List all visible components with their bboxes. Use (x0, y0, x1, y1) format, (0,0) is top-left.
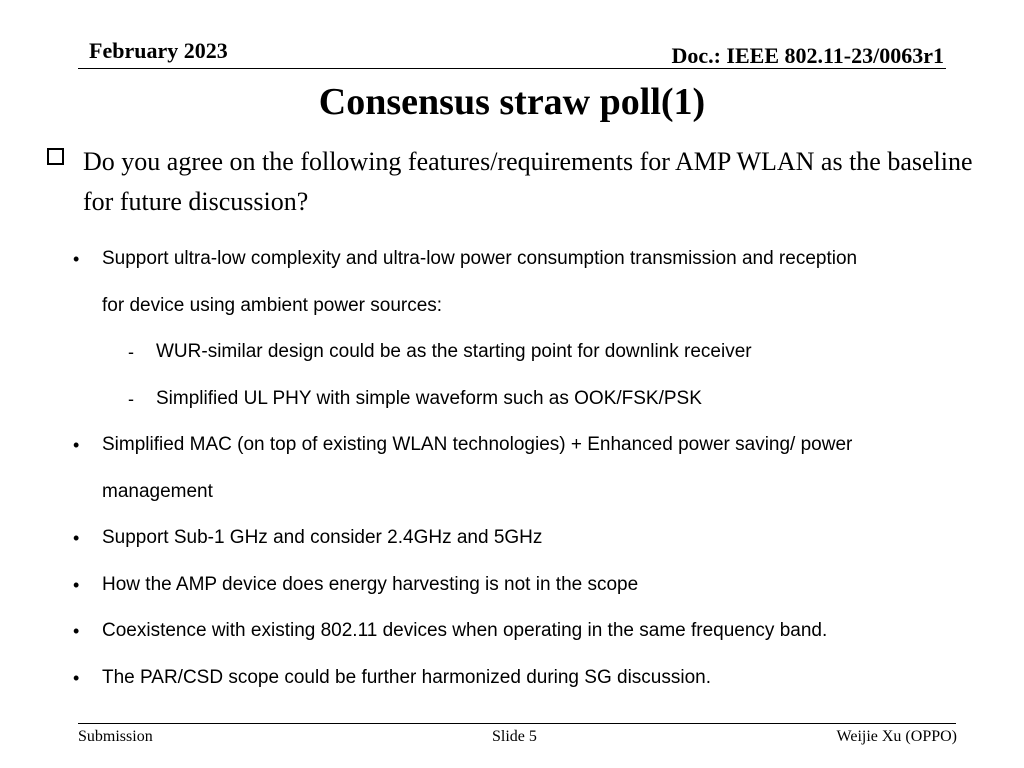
list-item-text: for device using ambient power sources: (102, 294, 443, 316)
question-text: Do you agree on the following features/requirements for AMP WLAN as the baseline for future discussion? (83, 147, 973, 216)
bullet-icon: • (73, 249, 80, 269)
list-item-text: WUR-similar design could be as the starting point for downlink receiver (156, 341, 752, 362)
bullet-icon: • (73, 574, 80, 595)
bullet-icon: • (73, 528, 80, 548)
list-item-text: management (102, 480, 213, 502)
list-item (70, 562, 970, 609)
checkbox-bullet-icon (47, 148, 64, 165)
header-doc-id: Doc.: IEEE 802.11-23/0063r1 (671, 43, 944, 68)
list-item (70, 283, 970, 330)
list-item (70, 655, 970, 702)
slide-title: Consensus straw poll(1) (318, 81, 706, 123)
list-item-text: How the AMP device does energy harvesting is not in the scope (102, 573, 639, 595)
list-item-text: Support Sub-1 GHz and consider 2.4GHz and 5GHz (102, 527, 543, 548)
footer-divider (78, 723, 956, 724)
list-item (70, 515, 970, 562)
question-block (47, 142, 977, 222)
list-item (70, 422, 970, 469)
header-date: February 2023 (89, 38, 228, 63)
list-item-text: Coexistence with existing 802.11 devices when operating in the same frequency band. (102, 620, 828, 641)
requirements-list (70, 236, 970, 701)
dash-icon: - (128, 342, 134, 362)
bullet-icon: • (73, 435, 80, 455)
bullet-icon: • (73, 667, 80, 688)
list-item (70, 608, 970, 655)
bullet-icon: • (73, 621, 80, 641)
list-item (70, 469, 970, 516)
list-item-text: Simplified MAC (on top of existing WLAN technologies) + Enhanced power saving/ power (102, 434, 853, 455)
list-item-text: Support ultra-low complexity and ultra-low power consumption transmission and reception (102, 248, 858, 269)
sub-list-item (70, 376, 970, 423)
list-item-text: The PAR/CSD scope could be further harmonized during SG discussion. (102, 666, 712, 688)
header-divider (78, 68, 946, 69)
sub-list-item (70, 329, 970, 376)
footer-submission: Submission (78, 728, 153, 745)
footer-author: Weijie Xu (OPPO) (836, 728, 957, 745)
dash-icon: - (128, 388, 134, 409)
list-item-text: Simplified UL PHY with simple waveform such as OOK/FSK/PSK (156, 387, 702, 409)
list-item (70, 236, 970, 283)
footer-slide-number: Slide 5 (492, 728, 537, 745)
